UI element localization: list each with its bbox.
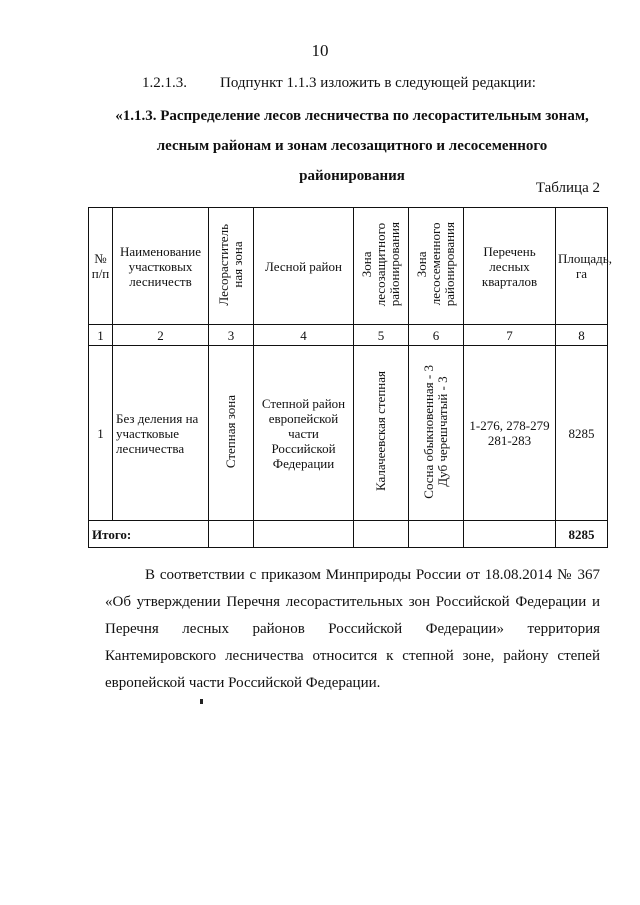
page-number: 10 [311, 41, 329, 60]
header-zone-line-1: Лесораститель [216, 223, 231, 306]
row-protect-text: Калачеевская степная [373, 371, 388, 492]
column-number: 1 [89, 325, 113, 346]
heading-line-3: районирования [299, 168, 405, 184]
column-number: 4 [254, 325, 354, 346]
header-name: Наименование участковых лесничеств [113, 208, 209, 325]
row-seed-line-2: Дуб черешчатый - 3 [435, 376, 450, 487]
total-empty [209, 521, 254, 548]
row-seed-text [422, 365, 450, 499]
row-protect [354, 346, 409, 521]
table-caption: Таблица 2 [535, 180, 600, 196]
row-zone [209, 346, 254, 521]
column-number: 5 [354, 325, 409, 346]
row-num: 1 [89, 346, 113, 521]
header-protect-line-2: лесозащитного [373, 222, 388, 307]
column-number: 3 [209, 325, 254, 346]
row-quarters: 1-276, 278-279 281-283 [464, 346, 556, 521]
table-row [89, 346, 608, 521]
header-num: № п/п [89, 208, 113, 325]
subitem-number: 1.2.1.3. [142, 75, 187, 91]
header-protect [354, 208, 409, 325]
header-seed-text [415, 222, 457, 306]
row-seed [409, 346, 464, 521]
column-number-row [89, 325, 608, 346]
header-seed-line-1: Зона [414, 251, 429, 278]
row-region: Степной район европейской части Российской Федерации [254, 346, 354, 521]
row-name: Без деления на участковые лесничества [113, 346, 209, 521]
header-protect-line-1: Зона [359, 251, 374, 278]
total-empty [409, 521, 464, 548]
header-quarters: Перечень лесных кварталов [464, 208, 556, 325]
heading-line-2: лесным районам и зонам лесозащитного и лесосеменного [156, 138, 548, 154]
column-number: 6 [409, 325, 464, 346]
section-heading [92, 101, 612, 191]
subitem-line [142, 75, 536, 92]
header-protect-line-3: районирования [387, 222, 402, 307]
total-empty [254, 521, 354, 548]
column-number: 2 [113, 325, 209, 346]
forest-distribution-table [88, 207, 612, 548]
subitem-text: Подпункт 1.1.3 изложить в следующей редакции: [220, 75, 536, 91]
row-zone-text: Степная зона [223, 394, 238, 469]
header-zone-line-2: ная зона [230, 241, 245, 288]
total-label: Итого: [89, 521, 209, 548]
column-number: 7 [464, 325, 556, 346]
scan-speck [200, 699, 203, 704]
column-number: 8 [556, 325, 608, 346]
header-seed-line-3: районирования [442, 222, 457, 307]
total-row [89, 521, 608, 548]
header-area: Площадь, га [556, 208, 608, 325]
heading-line-1: «1.1.3. Распределение лесов лесничества по лесорастительным зонам, [115, 108, 589, 124]
total-empty [354, 521, 409, 548]
header-region: Лесной район [254, 208, 354, 325]
header-seed-line-2: лесосеменного [428, 223, 443, 306]
header-seed [409, 208, 464, 325]
row-area: 8285 [556, 346, 608, 521]
header-zone [209, 208, 254, 325]
paragraph-text: В соответствии с приказом Минприроды России от 18.08.2014 № 367 «Об утверждении Перечня лесорастительных зон Российской Федерации и Перечня лесных районов Российской Федерации» территория Кантемировского лесничества относится к степной зоне, району степей европейской части Российской Федерации. [105, 567, 600, 691]
header-protect-text [360, 222, 402, 306]
row-seed-line-1: Сосна обыкновенная - 3 [421, 364, 436, 499]
table-header-row [89, 208, 608, 325]
total-empty [464, 521, 556, 548]
header-zone-text [217, 224, 245, 306]
body-paragraph [105, 562, 600, 697]
total-area: 8285 [556, 521, 608, 548]
